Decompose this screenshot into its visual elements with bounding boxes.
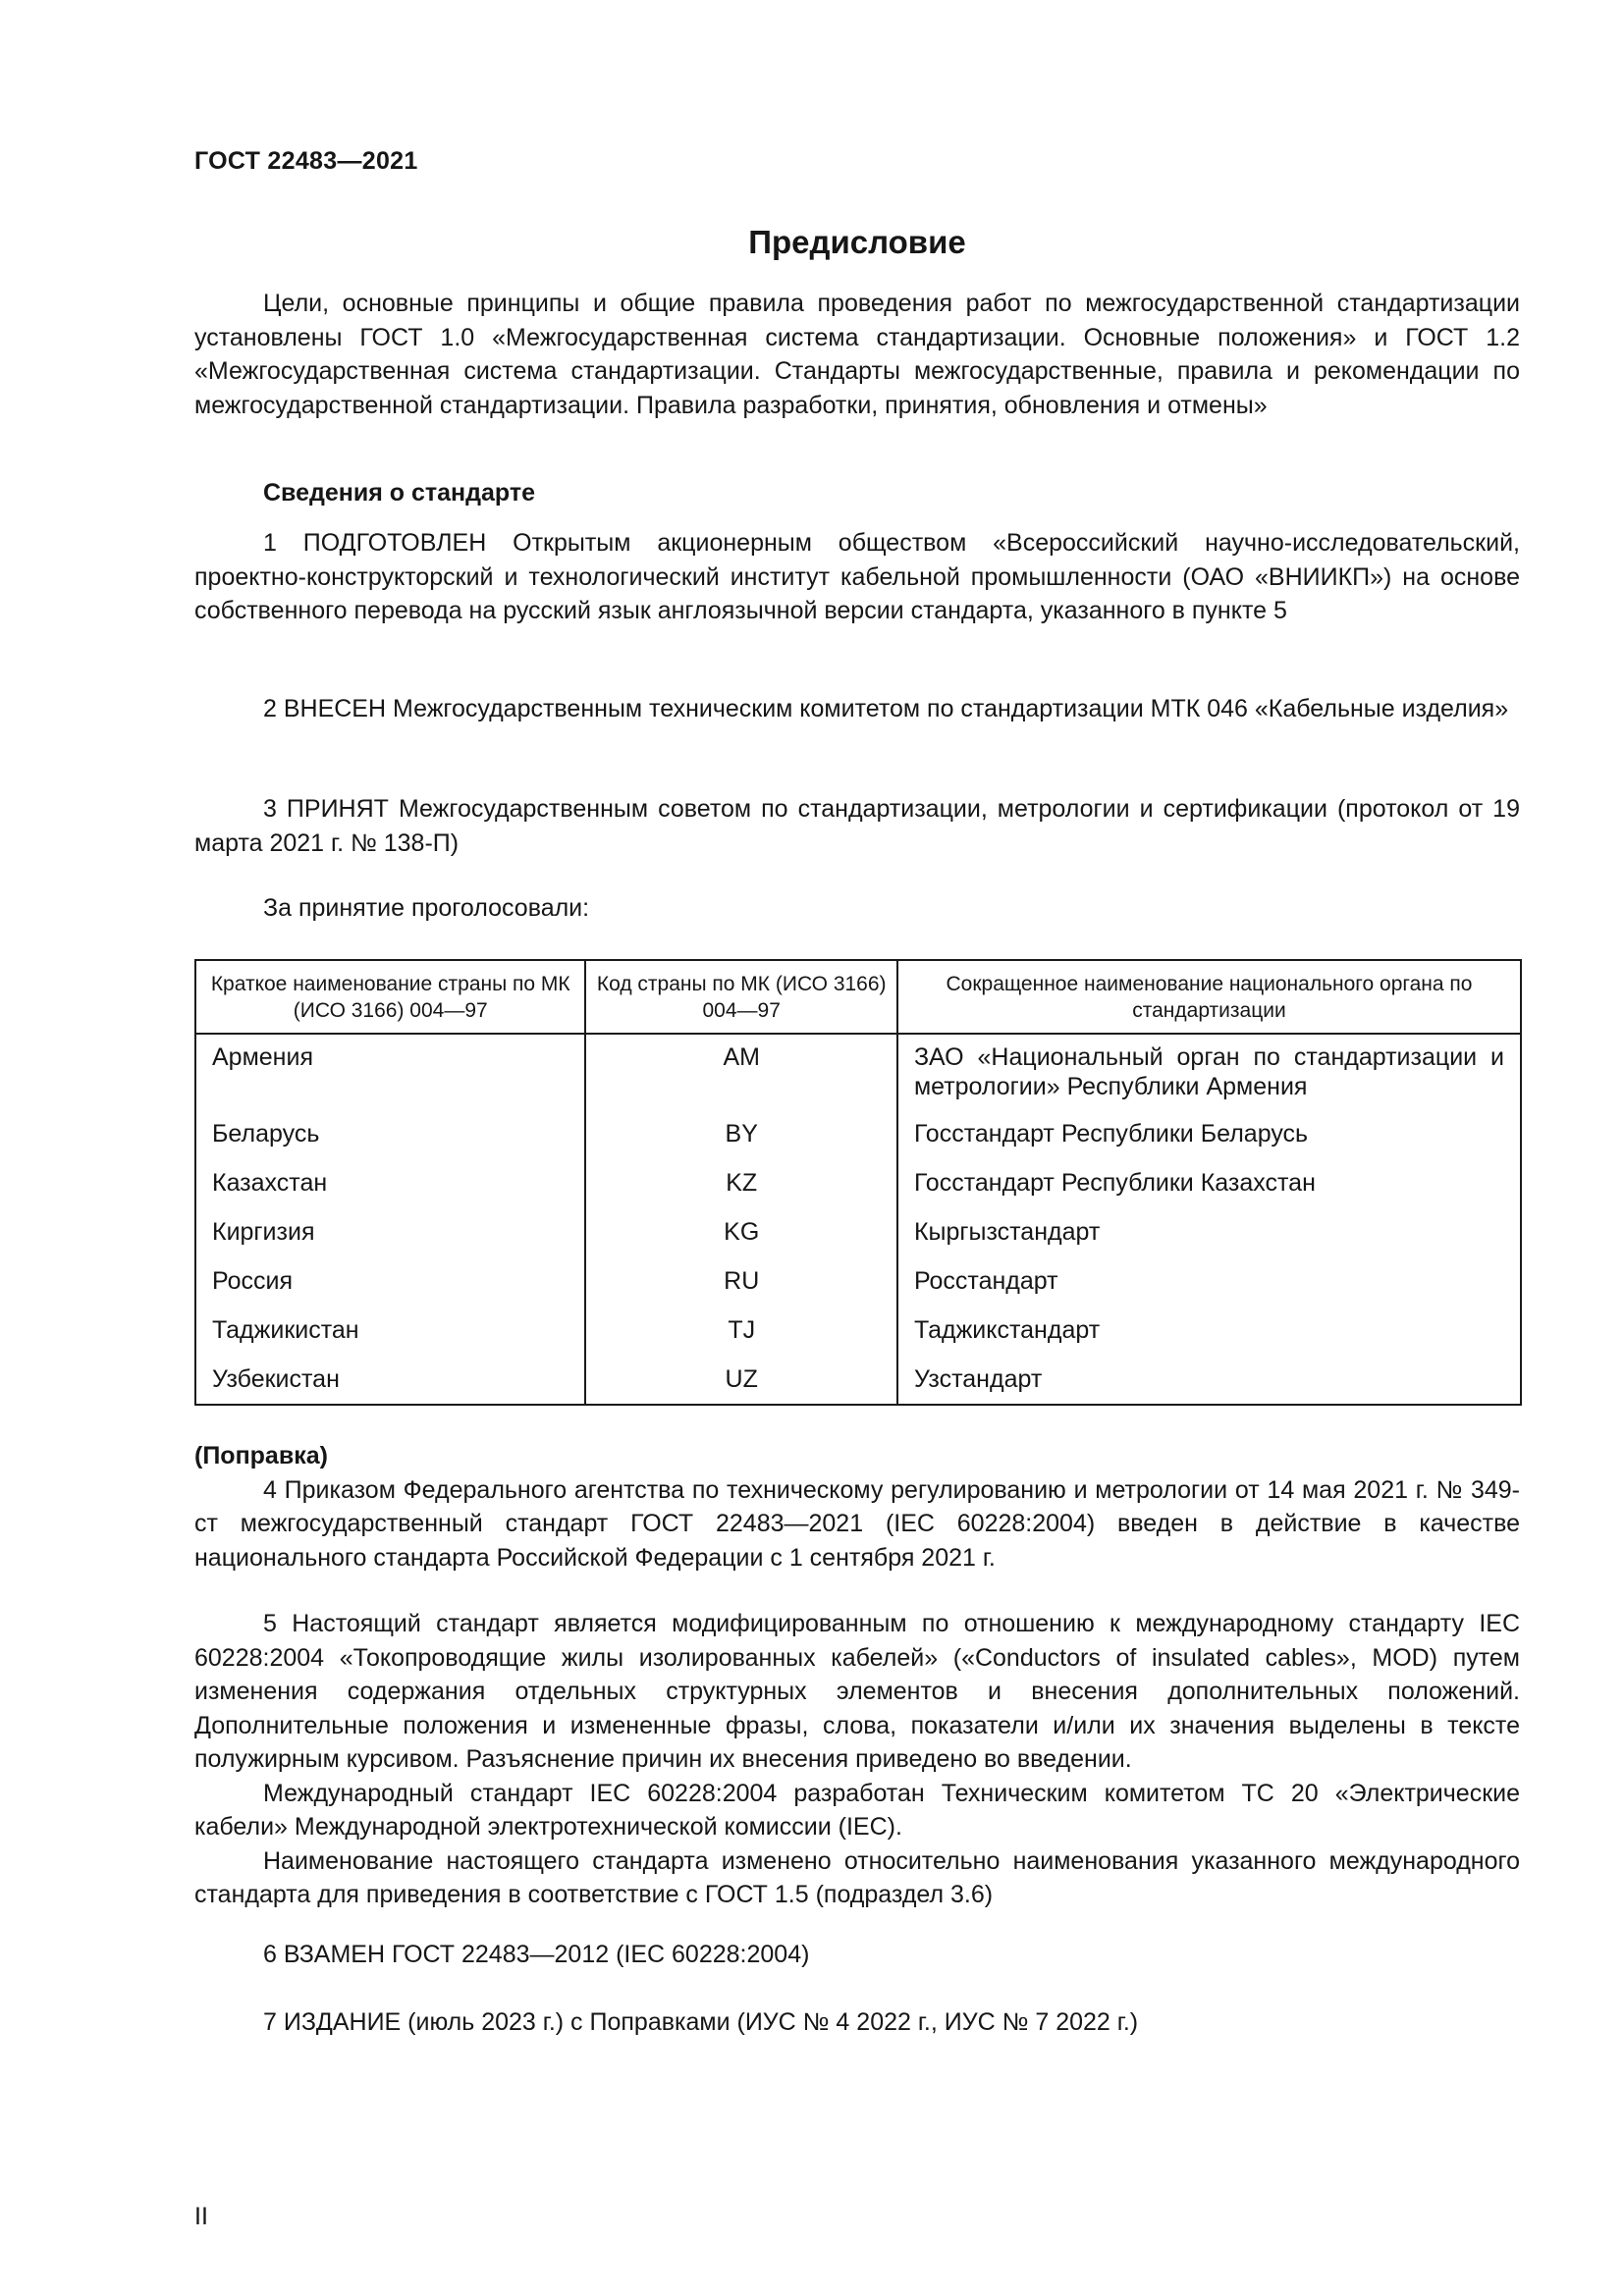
country-code: TJ [585,1306,896,1355]
country-name: Армения [195,1034,585,1109]
country-code: RU [585,1256,896,1306]
intro-block [194,287,1520,422]
votes-intro: За принятие проголосовали: [263,894,590,922]
national-body: Узстандарт [897,1355,1521,1405]
national-body: Кыргызстандарт [897,1207,1521,1256]
country-name: Таджикистан [195,1306,585,1355]
header-country-code: Код страны по МК (ИСО 3166) 004—97 [585,960,896,1034]
national-body: Госстандарт Республики Беларусь [897,1109,1521,1158]
country-name: Россия [195,1256,585,1306]
national-body: Госстандарт Республики Казахстан [897,1158,1521,1207]
info-heading: Сведения о стандарте [263,479,536,507]
country-name: Казахстан [195,1158,585,1207]
item-3-block [194,792,1520,860]
item-1-block [194,526,1520,628]
country-code: KZ [585,1158,896,1207]
table-header-row [195,960,1521,1034]
item-6-paragraph: 6 ВЗАМЕН ГОСТ 22483—2012 (IEC 60228:2004) [263,1941,810,1968]
table-row [195,1207,1521,1256]
amendment-label: (Поправка) [194,1442,328,1469]
country-code: AM [585,1034,896,1109]
item-5-paragraph-2: Международный стандарт IEC 60228:2004 разработан Техническим комитетом ТС 20 «Электрические кабели» Международной электротехнической комиссии (IEC). [194,1779,1520,1841]
item-7-paragraph: 7 ИЗДАНИЕ (июль 2023 г.) с Поправками (ИУС № 4 2022 г., ИУС № 7 2022 г.) [263,2008,1139,2036]
page-number: II [194,2203,208,2230]
country-name: Киргизия [195,1207,585,1256]
info-heading-block [194,476,1520,510]
item-6-block [194,1938,1520,1972]
item-3-paragraph: 3 ПРИНЯТ Межгосударственным советом по стандартизации, метрологии и сертификации (протокол от 19 марта 2021 г. № 138-П) [194,795,1520,857]
header-national-body: Сокращенное наименование национального органа по стандартизации [897,960,1521,1034]
table-row [195,1158,1521,1207]
country-code: UZ [585,1355,896,1405]
document-code: ГОСТ 22483—2021 [194,147,418,175]
country-name: Беларусь [195,1109,585,1158]
country-code: BY [585,1109,896,1158]
document-page [194,0,1520,2296]
item-2-block [194,692,1520,726]
votes-intro-block [194,891,1520,926]
item-4-paragraph: 4 Приказом Федерального агентства по техническому регулированию и метрологии от 14 мая 2021 г. № 349-ст межгосударственный стандарт ГОСТ 22483—2021 (IEC 60228:2004) введен в действие в качестве национального стандарта Российской Федерации с 1 сентября 2021 г. [194,1475,1520,1572]
page-title: Предисловие [748,224,966,260]
item-7-block [194,2005,1520,2040]
item-5-paragraph: 5 Настоящий стандарт является модифицированным по отношению к международному стандарту IEC 60228:2004 «Токопроводящие жилы изолированных кабелей» («Conductors of insulated cables», MOD) путем изменения содержания отдельных структурных элементов и внесения дополнительных положений. Дополнительные положения и измененные фразы, слова, показатели и/или их значения выделены в тексте полужирным курсивом. Разъяснение причин их внесения приведено во введении. [194,1610,1520,1773]
table-row [195,1355,1521,1405]
votes-table [194,959,1522,1406]
header-country-name: Краткое наименование страны по МК (ИСО 3166) 004—97 [195,960,585,1034]
country-name: Узбекистан [195,1355,585,1405]
item-2-paragraph: 2 ВНЕСЕН Межгосударственным техническим комитетом по стандартизации МТК 046 «Кабельные изделия» [263,695,1509,722]
item-5-block [194,1607,1520,1912]
item-5-paragraph-3: Наименование настоящего стандарта изменено относительно наименования указанного международного стандарта для приведения в соответствие с ГОСТ 1.5 (подраздел 3.6) [194,1846,1520,1908]
item-4-block [194,1439,1520,1575]
table-row [195,1256,1521,1306]
table-row [195,1306,1521,1355]
item-1-paragraph: 1 ПОДГОТОВЛЕН Открытым акционерным обществом «Всероссийский научно-исследовательский, проектно-конструкторский и технологический институт кабельной промышленности (ОАО «ВНИИКП») на основе собственного перевода на русский язык англоязычной версии стандарта, указанного в пункте 5 [194,529,1520,624]
intro-paragraph: Цели, основные принципы и общие правила проведения работ по межгосударственной стандартизации установлены ГОСТ 1.0 «Межгосударственная система стандартизации. Основные положения» и ГОСТ 1.2 «Межгосударственная система стандартизации. Стандарты межгосударственные, правила и рекомендации по межгосударственной стандартизации. Правила разработки, принятия, обновления и отмены» [194,290,1520,419]
table-row [195,1034,1521,1109]
national-body: ЗАО «Национальный орган по стандартизации и метрологии» Республики Армения [897,1034,1521,1109]
national-body: Таджикстандарт [897,1306,1521,1355]
country-code: KG [585,1207,896,1256]
national-body: Росстандарт [897,1256,1521,1306]
table-row [195,1109,1521,1158]
